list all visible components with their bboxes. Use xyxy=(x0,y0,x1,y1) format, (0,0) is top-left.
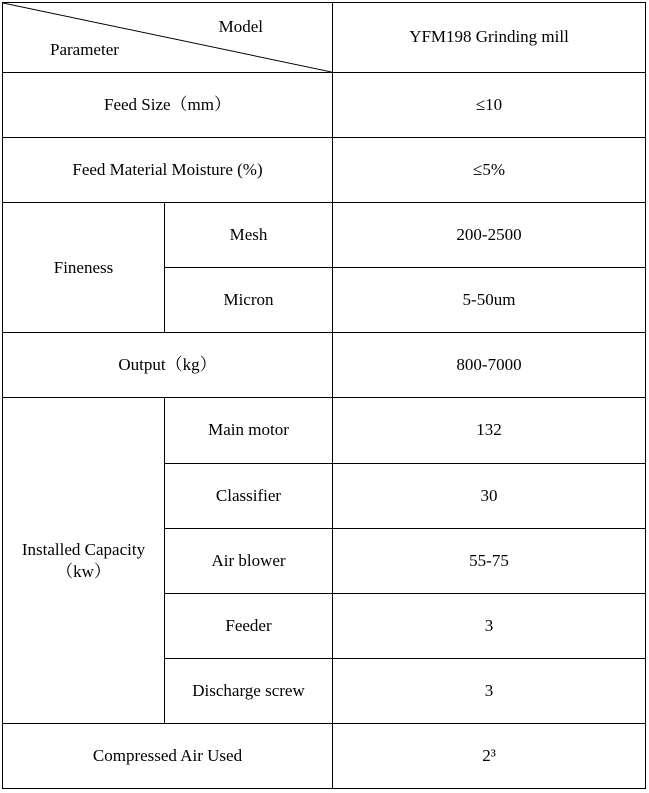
spec-table xyxy=(2,2,646,789)
diagonal-divider xyxy=(3,3,332,72)
output-value: 800-7000 xyxy=(333,333,646,398)
feeder-value: 3 xyxy=(333,593,646,658)
installed-capacity-line2: （kw） xyxy=(56,561,111,581)
table-row-feed-size xyxy=(3,73,646,138)
discharge-screw-value: 3 xyxy=(333,658,646,723)
mesh-value: 200-2500 xyxy=(333,203,646,268)
fineness-label: Fineness xyxy=(3,203,165,333)
installed-capacity-label xyxy=(3,398,165,723)
classifier-label: Classifier xyxy=(165,463,333,528)
moisture-value: ≤5% xyxy=(333,138,646,203)
air-blower-value: 55-75 xyxy=(333,528,646,593)
compressed-air-value: 2³ xyxy=(333,723,646,788)
feeder-label: Feeder xyxy=(165,593,333,658)
classifier-value: 30 xyxy=(333,463,646,528)
table-row-compressed-air xyxy=(3,723,646,788)
feed-size-value: ≤10 xyxy=(333,73,646,138)
moisture-label: Feed Material Moisture (%) xyxy=(3,138,333,203)
model-header-label: Model xyxy=(218,17,263,36)
main-motor-label: Main motor xyxy=(165,398,333,463)
air-blower-label: Air blower xyxy=(165,528,333,593)
discharge-screw-label: Discharge screw xyxy=(165,658,333,723)
micron-label: Micron xyxy=(165,268,333,333)
micron-value: 5-50um xyxy=(333,268,646,333)
header-row xyxy=(3,3,646,73)
table-row-output xyxy=(3,333,646,398)
table-row-mesh xyxy=(3,203,646,268)
feed-size-label: Feed Size（mm） xyxy=(3,73,333,138)
table-row-moisture xyxy=(3,138,646,203)
table-row-main-motor xyxy=(3,398,646,463)
compressed-air-label: Compressed Air Used xyxy=(3,723,333,788)
main-motor-value: 132 xyxy=(333,398,646,463)
parameter-header-label: Parameter xyxy=(50,39,119,59)
machine-name-header: YFM198 Grinding mill xyxy=(333,3,646,73)
output-label: Output（kg） xyxy=(3,333,333,398)
installed-capacity-line1: Installed Capacity xyxy=(21,539,146,559)
mesh-label: Mesh xyxy=(165,203,333,268)
diagonal-header-cell xyxy=(3,3,333,73)
